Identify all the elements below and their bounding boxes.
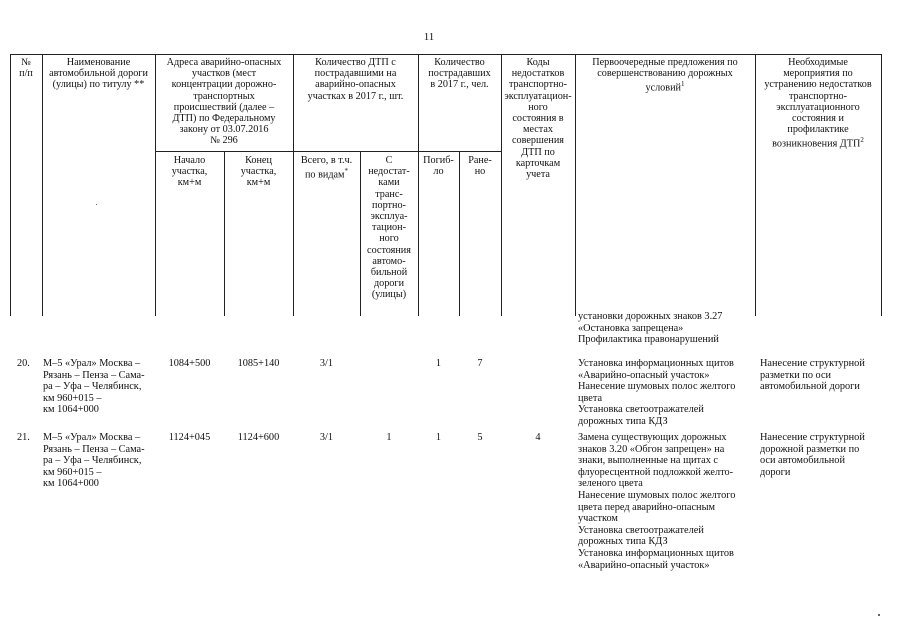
row-killed: 1 xyxy=(435,358,442,369)
scan-speck xyxy=(878,614,880,616)
row-proposals: Установка информационных щитов «Аварийно-опасный участок» Нанесение шумовых полос желтого цвета Установка светоотражателей дорожных типа КДЗ xyxy=(578,358,736,427)
page-number: 11 xyxy=(423,31,435,43)
header-measures-text: Необходимые мероприятия по устранению недостатков транспортно- эксплуатационного состояния и профилактике возникновения ДТП xyxy=(764,57,872,150)
row-end: 1085+140 xyxy=(237,358,280,369)
row-injured: 7 xyxy=(477,358,483,369)
header-address: Адреса аварийно-опасных участков (мест концентрации дорожно- транспортных происшествий (далее – ДТП) по Федеральному закону от 03.07.2016 № 296 xyxy=(166,57,282,147)
border-count-victims xyxy=(418,54,419,316)
row-measures: Нанесение структурной дорожной разметки по оси автомобильной дороги xyxy=(760,432,865,478)
header-measures xyxy=(755,57,881,150)
row-total: 3/1 xyxy=(319,432,334,443)
row-road: М–5 «Урал» Москва – Рязань – Пенза – Сама- ра – Уфа – Челябинск, км 960+015 – км 1064+000 xyxy=(43,358,145,416)
row-road: М–5 «Урал» Москва – Рязань – Пенза – Сама- ра – Уфа – Челябинск, км 960+015 – км 1064+000 xyxy=(43,432,145,490)
row-injured: 5 xyxy=(477,432,483,443)
border-num-road xyxy=(42,54,43,316)
row-num: 20. xyxy=(17,358,30,369)
scan-speck xyxy=(96,204,97,205)
header-victims: Количество пострадавших в 2017 г., чел. xyxy=(428,57,491,91)
header-top-border xyxy=(10,54,882,55)
header-total-text: Всего, в т.ч. по видам xyxy=(300,155,353,181)
header-num: № п/п xyxy=(19,57,33,80)
subheader-line-victims xyxy=(418,151,501,152)
table-header xyxy=(10,54,882,316)
row-codes: 4 xyxy=(535,432,541,443)
header-total xyxy=(293,155,360,181)
header-defects: С недостат- ками транс- портно- эксплуа- тацион- ного состояния автомо- бильной дороги (улицы) xyxy=(367,155,411,301)
row-total: 3/1 xyxy=(319,358,334,369)
header-dtp-count: Количество ДТП с пострадавшими на аварийно-опасных участках в 2017 г., шт. xyxy=(307,57,404,102)
subheader-line-address xyxy=(155,151,293,152)
row-start: 1124+045 xyxy=(168,432,211,443)
row-num: 21. xyxy=(17,432,30,443)
row-measures: Нанесение структурной разметки по оси автомобильной дороги xyxy=(760,358,865,393)
row-proposals: Замена существующих дорожных знаков 3.20 «Обгон запрещен» на знаки, выполненные на щитах с флуоресцентной подложкой желто- зеленого цвета Нанесение шумовых полос желтого цвета перед аварийно-опасным участком Установка светоотражателей дорожных типа КДЗ Установка информационных щитов «Аварийно-опасный участок» xyxy=(578,432,736,571)
header-proposals xyxy=(575,57,755,94)
header-proposals-footnote-mark: 1 xyxy=(681,80,685,89)
subheader-line-count xyxy=(293,151,418,152)
header-codes: Коды недостатков транспортно- эксплуатацион- ного состояния в местах совершения ДТП по карточкам учета xyxy=(504,57,572,181)
continuation-proposals: установки дорожных знаков 3.27 «Остановка запрещена» Профилактика правонарушений xyxy=(578,311,723,346)
header-road: Наименование автомобильной дороги (улицы) по титулу ** xyxy=(49,57,148,91)
header-measures-footnote-mark: 2 xyxy=(860,136,864,145)
header-proposals-text: Первоочередные предложения по совершенствованию дорожных условий xyxy=(592,57,738,94)
row-killed: 1 xyxy=(435,432,442,443)
row-end: 1124+600 xyxy=(237,432,280,443)
row-start: 1084+500 xyxy=(168,358,211,369)
border-left xyxy=(10,54,11,316)
header-total-footnote-mark: * xyxy=(344,167,348,176)
border-right xyxy=(881,54,882,316)
header-injured: Ране- но xyxy=(468,155,492,178)
header-killed: Погиб- ло xyxy=(423,155,454,178)
row-defects: 1 xyxy=(386,432,392,443)
header-start: Начало участка, км+м xyxy=(171,155,208,189)
header-end: Конец участка, км+м xyxy=(240,155,277,189)
